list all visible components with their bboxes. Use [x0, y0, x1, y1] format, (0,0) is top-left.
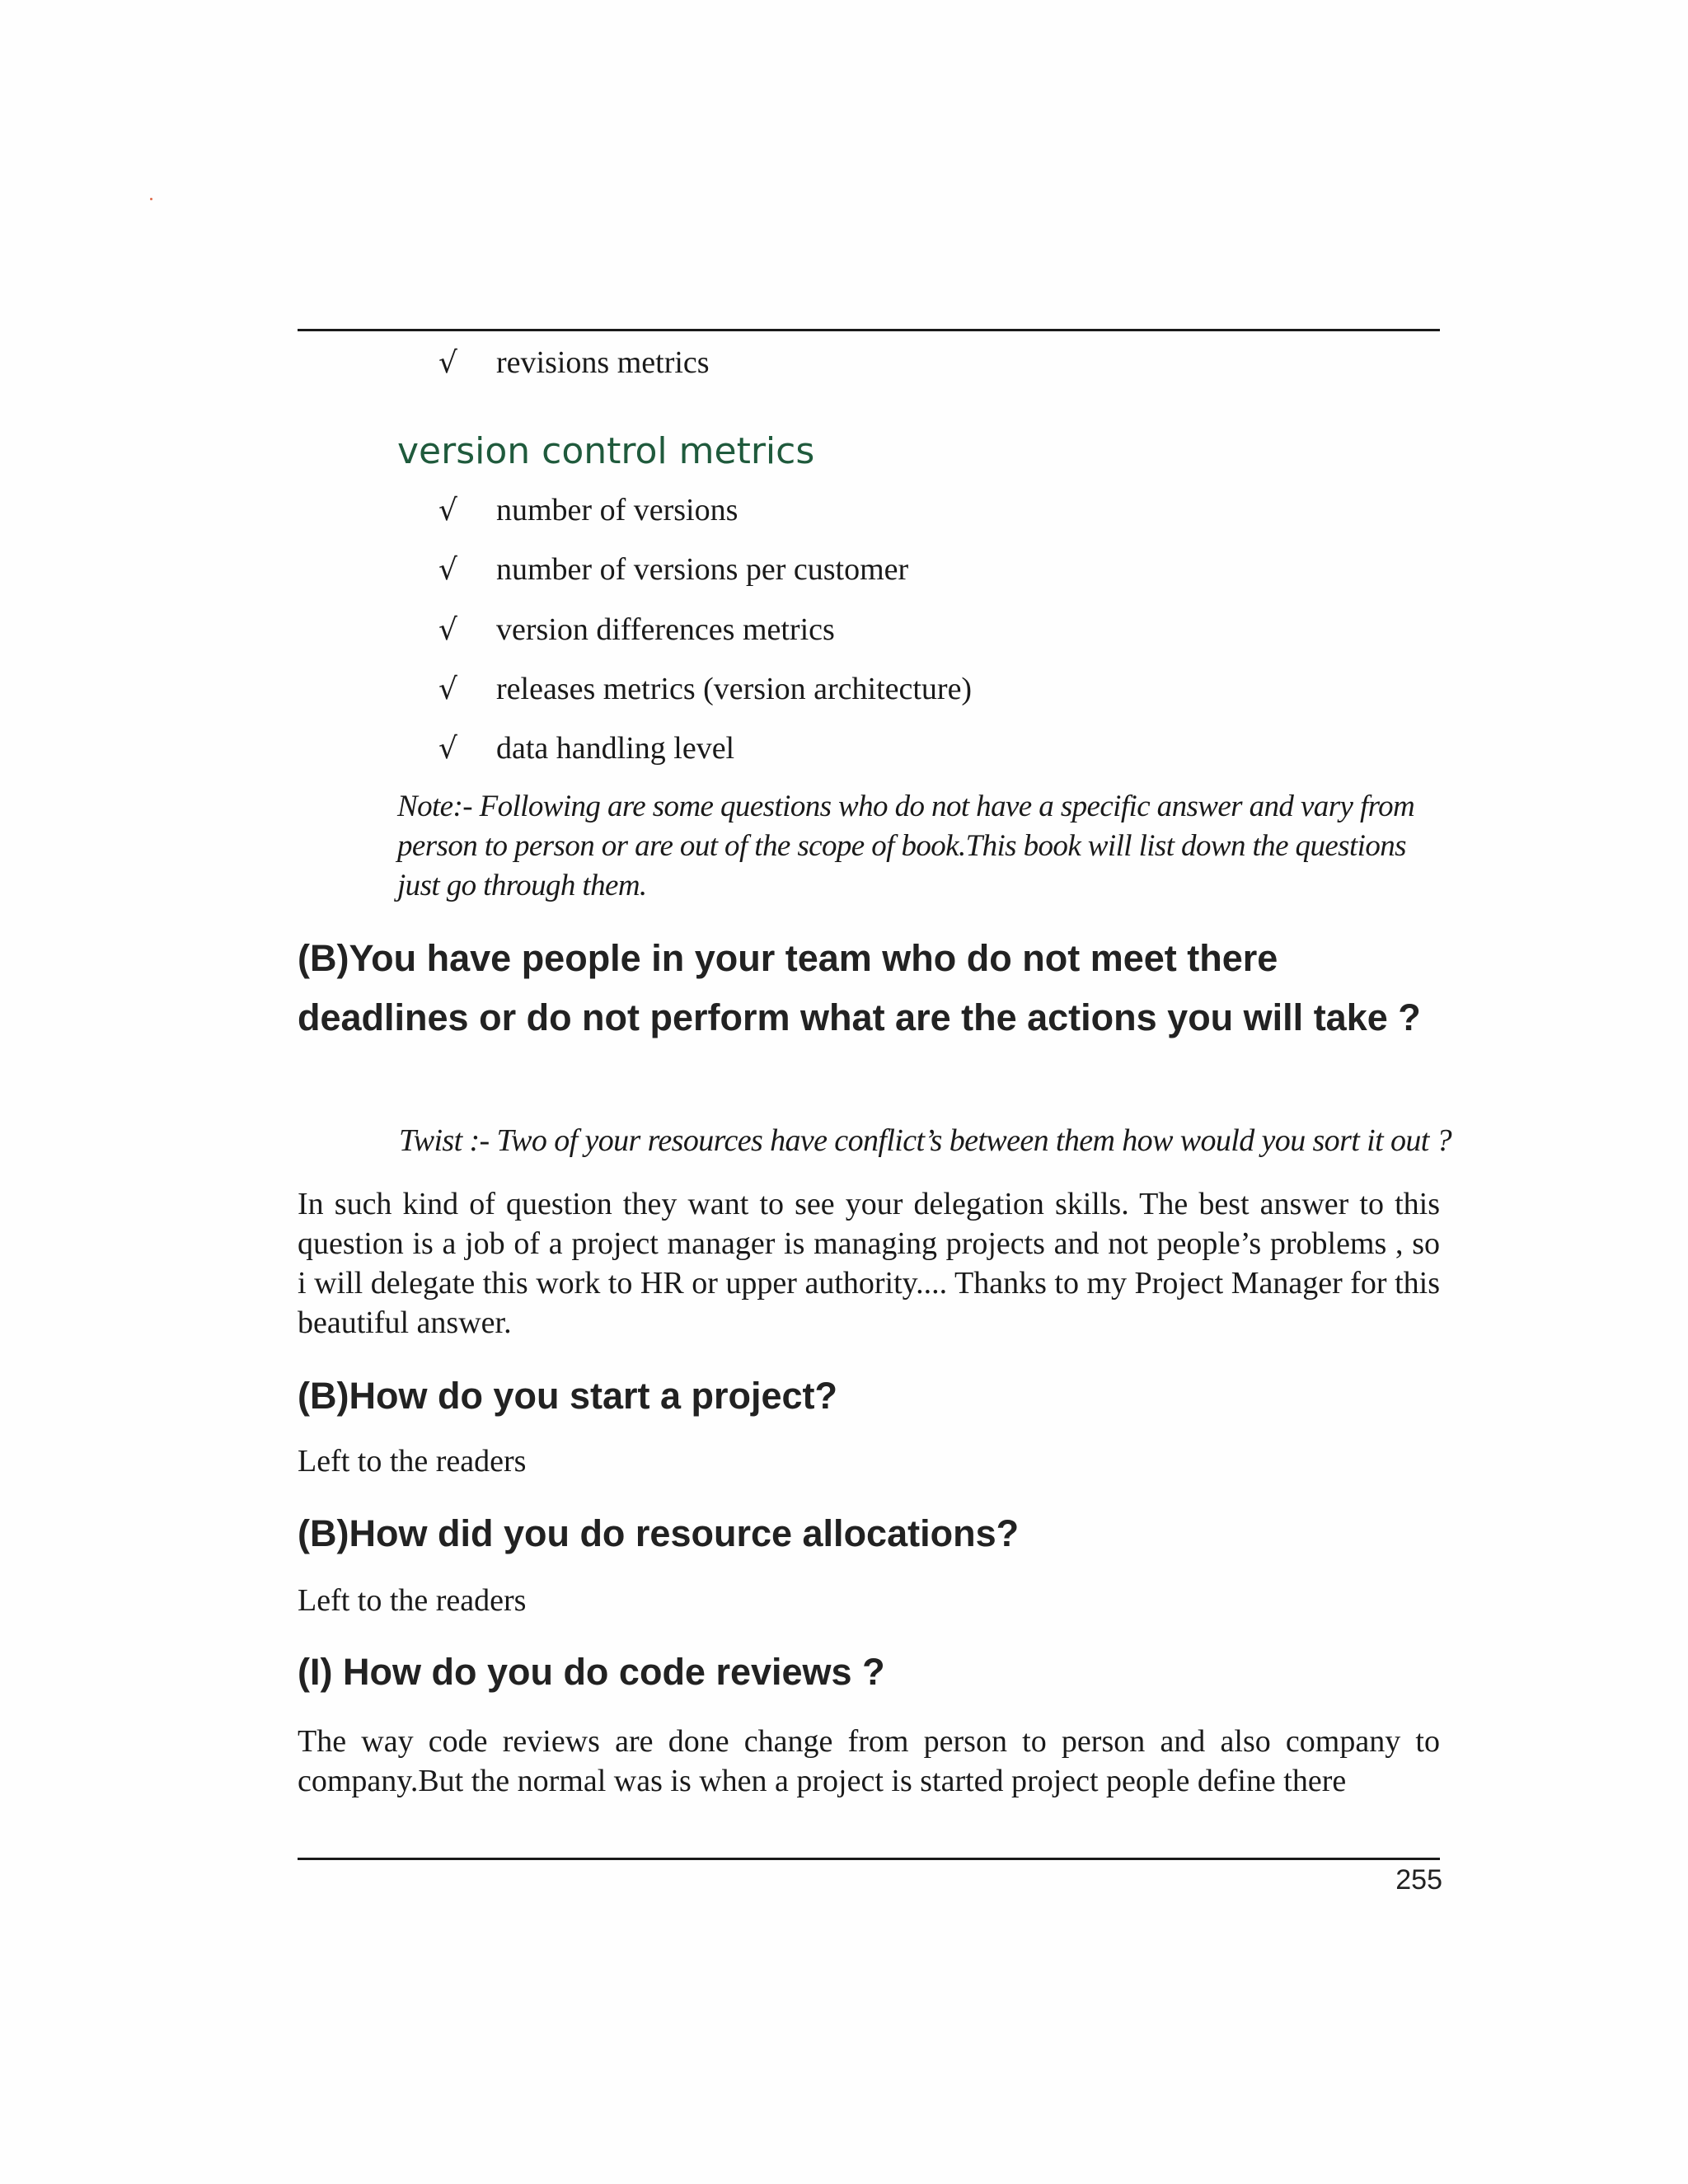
section-heading: version control metrics	[397, 430, 815, 472]
answer-paragraph: In such kind of question they want to see your delegation skills. The best answer to this question is a job of a project manager is managing projects and not people’s problems , so i will delegate this work to HR or upper authority.... Thanks to my Project Manager for this beautiful answer.	[298, 1187, 1440, 1340]
list-item-text: version differences metrics	[496, 612, 835, 647]
question-heading: (B)You have people in your team who do not meet there deadlines or do not perform what are the actions you will take ?	[298, 937, 1421, 1038]
twist-text: Twist :- Two of your resources have conflict’s between them how would you sort it out ?	[399, 1123, 1452, 1158]
footer-rule	[298, 1858, 1440, 1860]
header-rule	[298, 329, 1440, 331]
list-item	[438, 490, 738, 531]
checkmark-icon: √	[438, 672, 457, 706]
checkmark-icon: √	[438, 493, 457, 527]
list-item-text: revisions metrics	[496, 345, 710, 380]
question-heading: (B)How did you do resource allocations?	[298, 1512, 1020, 1554]
note-paragraph: Note:- Following are some questions who do not have a specific answer and vary from person to person or are out of the scope of book.This book will list down the questions just go through them.	[397, 790, 1415, 902]
checkmark-icon: √	[438, 345, 457, 380]
checkmark-icon: √	[438, 552, 457, 587]
question-heading: (I) How do you do code reviews ?	[298, 1651, 885, 1693]
answer-paragraph: The way code reviews are done change from person to person and also company to company.But the normal was is when a project is started project people define there	[298, 1724, 1440, 1798]
question-heading: (B)How do you start a project?	[298, 1375, 838, 1417]
list-item-text: number of versions per customer	[496, 552, 909, 587]
list-item	[438, 668, 972, 710]
list-item	[438, 609, 835, 650]
list-item-text: data handling level	[496, 731, 735, 766]
stray-mark	[150, 198, 152, 200]
list-item	[438, 549, 908, 590]
checkmark-icon: √	[438, 731, 457, 766]
answer-text: Left to the readers	[298, 1583, 527, 1618]
checkmark-icon: √	[438, 612, 457, 647]
answer-text: Left to the readers	[298, 1444, 527, 1479]
list-item	[438, 728, 734, 769]
list-item	[438, 342, 710, 383]
list-item-text: releases metrics (version architecture)	[496, 672, 973, 706]
list-item-text: number of versions	[496, 493, 738, 527]
page-number: 255	[1395, 1864, 1442, 1896]
